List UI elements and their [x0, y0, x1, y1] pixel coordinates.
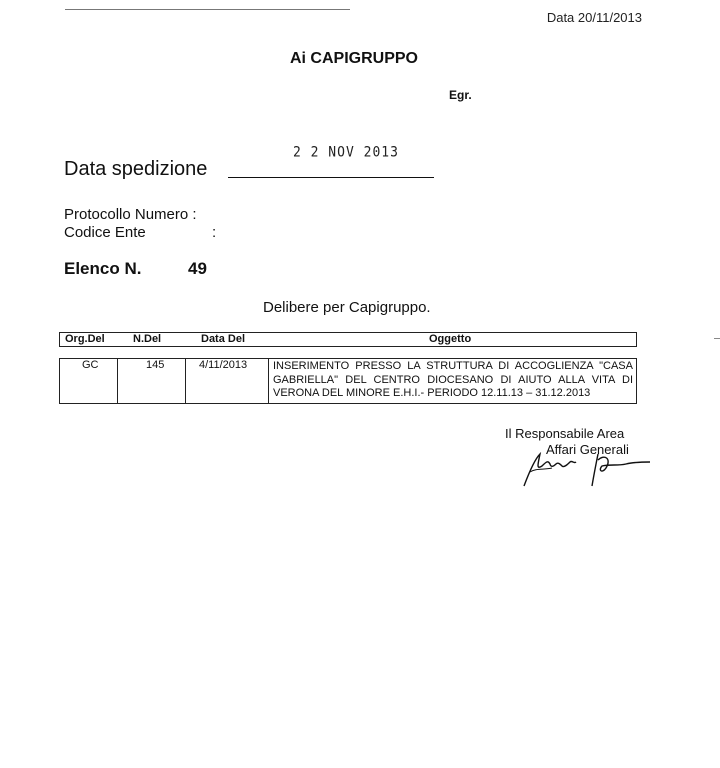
cell-org: GC [82, 359, 99, 371]
handwritten-signature [518, 440, 658, 490]
top-rule [65, 9, 350, 10]
header-data-del: Data Del [201, 333, 246, 345]
date-stamp: 2 2 NOV 2013 [293, 144, 399, 161]
oggetto-line: INSERIMENTO PRESSO LA STRUTTURA DI ACCOGLIENZA "CASA [273, 360, 633, 372]
spedizione-label: Data spedizione [64, 158, 208, 180]
header-org-del: Org.Del [65, 333, 105, 345]
affari-generali-label: Affari Generali [546, 442, 629, 457]
cell-n-del: 145 [146, 359, 165, 371]
cell-data-del: 4/11/2013 [199, 359, 248, 371]
header-oggetto: Oggetto [429, 333, 472, 345]
document-date: Data 20/11/2013 [546, 10, 642, 25]
oggetto-line: GABRIELLA" DEL CENTRO DIOCESANO DI AIUTO ALLA VITA DI [273, 373, 633, 386]
table-header [59, 332, 637, 347]
title-text: Ai CAPIGRUPPO [289, 50, 418, 67]
header-n-del: N.Del [133, 333, 162, 345]
responsabile-label: Il Responsabile Area [505, 426, 625, 441]
codice-ente-colon: : [212, 224, 217, 241]
cell-oggetto [273, 360, 633, 401]
elenco-number: 49 [188, 259, 207, 278]
document-title [0, 50, 720, 68]
protocollo-label: Protocollo Numero : [64, 206, 197, 223]
column-divider [117, 359, 118, 403]
column-divider [268, 359, 269, 403]
column-divider [185, 359, 186, 403]
codice-ente-label: Codice Ente [64, 224, 146, 241]
elenco-label: Elenco N. [64, 259, 142, 278]
table-row [59, 358, 637, 404]
oggetto-line: VERONA DEL MINORE E.H.I.- PERIODO 12.11.13 – 31.12.2013 [273, 387, 591, 399]
delibere-heading: Delibere per Capigruppo. [263, 299, 431, 316]
spedizione-blank-line [228, 177, 434, 178]
recipient-egr: Egr. [449, 88, 472, 102]
edge-mark [714, 338, 720, 339]
